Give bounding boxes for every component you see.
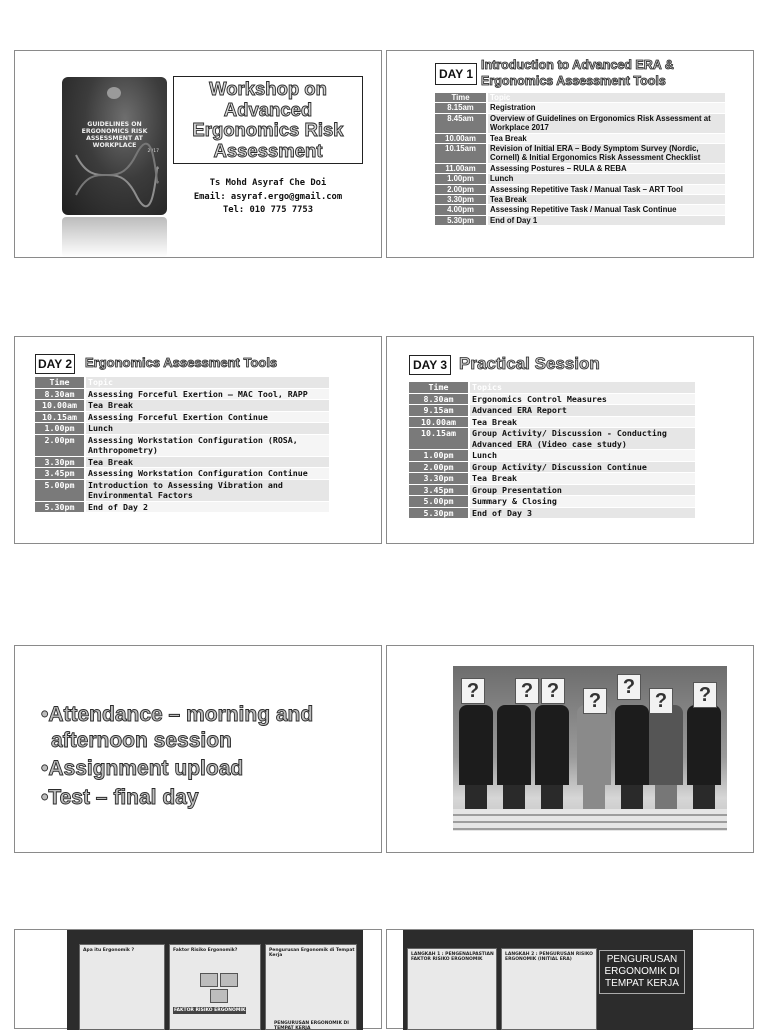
table-row: 10.00am Tea Break	[409, 416, 695, 428]
table-row: 10.00am Tea Break	[435, 133, 725, 143]
table-row: 3.30pm Tea Break	[409, 473, 695, 485]
table-row: 11.00am Assessing Postures – RULA & REBA	[435, 163, 725, 173]
table-row: 9.15am Advanced ERA Report	[409, 405, 695, 417]
day1-badge: DAY 1	[435, 63, 477, 85]
person-figure	[649, 705, 683, 809]
question-mark-icon: ?	[515, 678, 539, 704]
table-row: 1.00pm Lunch	[409, 450, 695, 462]
hexagon-icon	[210, 989, 228, 1003]
day1-title: Introduction to Advanced ERA & Ergonomics Assessment Tools	[481, 58, 674, 88]
table-row: 8.15am Registration	[435, 103, 725, 113]
info-card: Faktor Risiko Ergonomik? FAKTOR RISIKO ERGONOMIK	[169, 944, 261, 1030]
info-card: Apa itu Ergonomik ?	[79, 944, 165, 1030]
day2-badge: DAY 2	[35, 354, 75, 374]
table-row: 10.15am Group Activity/ Discussion - Conducting Advanced ERA (Video case study)	[409, 428, 695, 450]
government-crest-icon	[107, 87, 121, 99]
day2-schedule-table	[35, 377, 329, 513]
table-row: 3.45pm Assessing Workstation Configuration Continue	[35, 468, 329, 480]
slide-4-day3-schedule	[386, 336, 754, 544]
poster-title: PENGURUSAN ERGONOMIK DI TEMPAT KERJA	[599, 950, 685, 994]
table-header: Time Topic	[35, 377, 329, 388]
stairs	[453, 809, 727, 831]
list-item: •Test – final day	[41, 785, 199, 809]
person-figure	[535, 705, 569, 809]
ergonomics-management-poster	[403, 930, 693, 1030]
person-figure	[615, 705, 649, 809]
question-mark-icon: ?	[583, 688, 607, 714]
slide-5-requirements	[14, 645, 382, 853]
info-card: LANGKAH 2 : PENGURUSAN RISIKO ERGONOMIK (INITIAL ERA)	[501, 948, 597, 1030]
person-figure	[577, 705, 611, 809]
info-card: Pengurusan Ergonomik di Tempat Kerja PENGURUSAN ERGONOMIK DI TEMPAT KERJA	[265, 944, 357, 1030]
slide-2-day1-schedule	[386, 50, 754, 258]
slide-3-day2-schedule	[14, 336, 382, 544]
table-row: 10.15am Revision of Initial ERA – Body Symptom Survey (Nordic, Cornell) & Initial Ergonomics Risk Assessment Checklist	[435, 144, 725, 164]
table-row: 3.30pm Tea Break	[435, 195, 725, 205]
presenter-tel: Tel: 010 775 7753	[222, 205, 314, 215]
table-row: 10.15am Assessing Forceful Exertion Continue	[35, 411, 329, 423]
slide-6-group-photo	[386, 645, 754, 853]
presenter-contact	[175, 177, 361, 218]
slide-1-title	[14, 50, 382, 258]
table-row: 5.00pm Summary & Closing	[409, 496, 695, 508]
table-row: 8.45am Overview of Guidelines on Ergonomics Risk Assessment at Workplace 2017	[435, 113, 725, 133]
list-item: •Assignment upload	[41, 757, 244, 780]
guideline-book-cover	[62, 77, 167, 215]
table-row: 2.00pm Group Activity/ Discussion Continue	[409, 461, 695, 473]
person-figure	[497, 705, 531, 809]
question-mark-icon: ?	[461, 678, 485, 704]
workshop-title: Workshop on Advanced Ergonomics Risk Assessment	[192, 78, 344, 161]
day3-badge: DAY 3	[409, 355, 451, 375]
table-row: 3.30pm Tea Break	[35, 456, 329, 468]
hexagon-icon	[220, 973, 238, 987]
question-mark-icon: ?	[541, 678, 565, 704]
table-row: 2.00pm Assessing Workstation Configuration (ROSA, Anthropometry)	[35, 434, 329, 456]
group-photo	[453, 666, 727, 831]
list-item: •Attendance – morning and afternoon session	[41, 703, 314, 752]
day2-title: Ergonomics Assessment Tools	[85, 355, 278, 370]
book-cover-year: 2017	[147, 149, 159, 154]
book-reflection	[62, 217, 167, 257]
table-row: 8.30am Ergonomics Control Measures	[409, 393, 695, 405]
table-row: 5.30pm End of Day 3	[409, 507, 695, 519]
presenter-email: Email: asyraf.ergo@gmail.com	[193, 191, 343, 202]
slide-7-ergonomics-poster	[14, 929, 382, 1029]
table-row: 1.00pm Lunch	[35, 423, 329, 435]
person-figure	[459, 705, 493, 809]
table-row: 3.45pm Group Presentation	[409, 484, 695, 496]
table-row: 2.00pm Assessing Repetitive Task / Manual Task – ART Tool	[435, 184, 725, 194]
hexagon-icon	[200, 973, 218, 987]
table-row: 8.30am Assessing Forceful Exertion – MAC Tool, RAPP	[35, 388, 329, 400]
table-row: 5.30pm End of Day 2	[35, 501, 329, 513]
day3-title: Practical Session	[459, 354, 600, 373]
book-cover-title: GUIDELINES ON ERGONOMICS RISK ASSESSMENT AT WORKPLACE	[81, 121, 148, 149]
table-row: 10.00am Tea Break	[35, 400, 329, 412]
question-mark-icon: ?	[617, 674, 641, 700]
ergonomics-info-poster	[67, 930, 363, 1030]
dna-helix-icon	[72, 149, 158, 201]
info-card: LANGKAH 1 : PENGENALPASTIAN FAKTOR RISIKO ERGONOMIK	[407, 948, 497, 1030]
table-row: 1.00pm Lunch	[435, 174, 725, 184]
workshop-title-box	[173, 76, 363, 164]
day3-schedule-table	[409, 382, 695, 519]
question-mark-icon: ?	[649, 688, 673, 714]
table-header: Time Topic	[435, 93, 725, 103]
table-header: Time Topics	[409, 382, 695, 393]
day1-schedule-table	[435, 93, 725, 226]
person-figure	[687, 705, 721, 809]
slide-8-management-poster	[386, 929, 754, 1029]
table-row: 5.30pm End of Day 1	[435, 215, 725, 225]
presenter-name: Ts Mohd Asyraf Che Doi	[209, 178, 327, 188]
question-mark-icon: ?	[693, 682, 717, 708]
requirements-list	[41, 702, 371, 813]
table-row: 4.00pm Assessing Repetitive Task / Manual Task Continue	[435, 205, 725, 215]
table-row: 5.00pm Introduction to Assessing Vibration and Environmental Factors	[35, 479, 329, 501]
